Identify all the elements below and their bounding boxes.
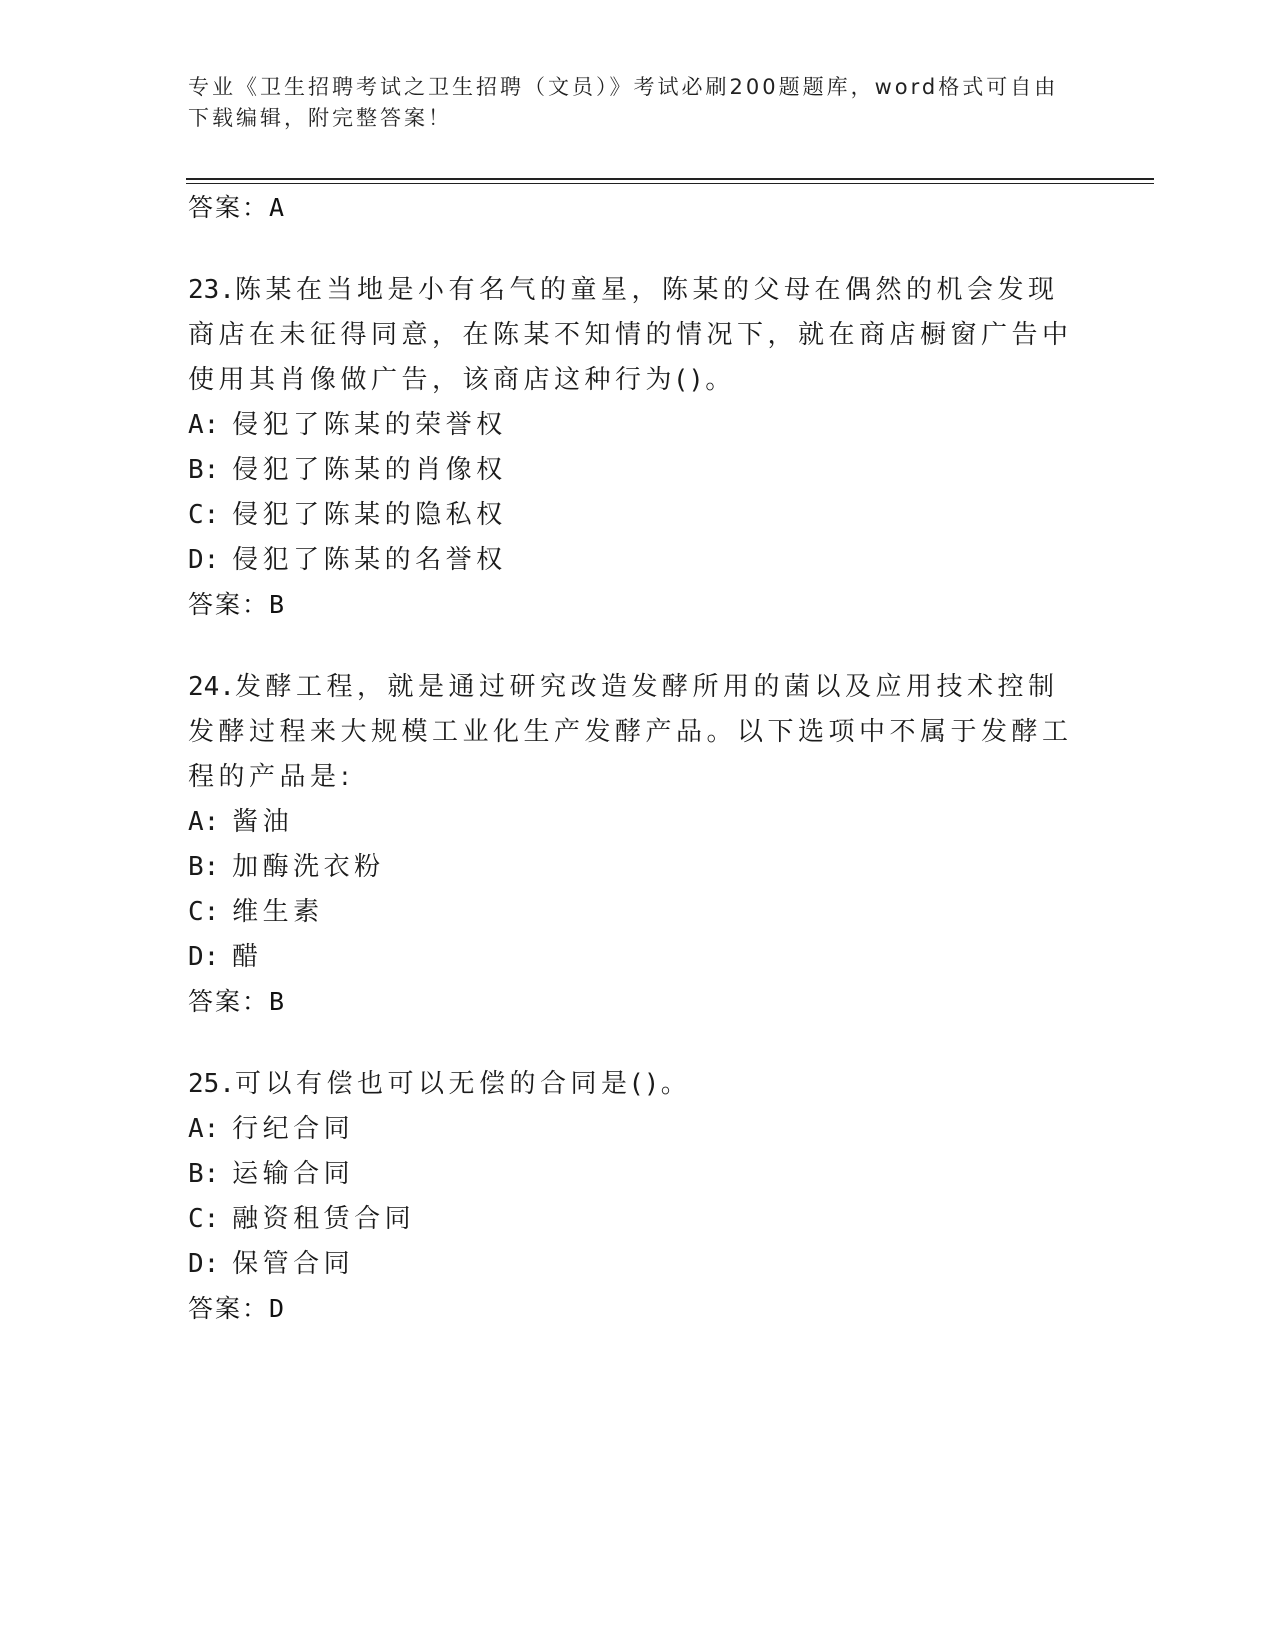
option-letter: B: [188, 852, 220, 882]
option-letter: C: [188, 897, 220, 927]
header-rule-thin [186, 183, 1154, 184]
option-d [188, 935, 1088, 980]
question-body: 发酵工程，就是通过研究改造发酵所用的菌以及应用技术控制发酵过程来大规模工业化生产发酵产品。以下选项中不属于发酵工程的产品是: [188, 672, 1073, 792]
option-text: 侵犯了陈某的肖像权 [232, 455, 507, 485]
option-text: 醋 [232, 942, 263, 972]
question-text [188, 665, 1088, 800]
answer-value: B [269, 590, 287, 619]
question-text [188, 268, 1088, 403]
question-number: 23. [188, 275, 235, 305]
option-letter: A: [188, 410, 220, 440]
option-c [188, 493, 1088, 538]
answer-line [188, 980, 1088, 1024]
option-b [188, 845, 1088, 890]
option-d [188, 1242, 1088, 1287]
question-number: 25. [188, 1069, 235, 1099]
answer-line [188, 1287, 1088, 1331]
option-b [188, 448, 1088, 493]
option-text: 行纪合同 [232, 1114, 355, 1144]
header-text: 专业《卫生招聘考试之卫生招聘（文员）》考试必刷200题题库，word格式可自由下载编辑，附完整答案！ [188, 75, 1059, 130]
answer-label: 答案： [188, 193, 270, 222]
question-text [188, 1062, 1088, 1107]
answer-value: A [269, 193, 287, 222]
option-text: 酱油 [232, 807, 294, 837]
option-text: 侵犯了陈某的隐私权 [232, 500, 507, 530]
option-c [188, 1197, 1088, 1242]
option-text: 保管合同 [232, 1249, 355, 1279]
option-a [188, 403, 1088, 448]
option-c [188, 890, 1088, 935]
question-25 [188, 1062, 1088, 1331]
answer-label: 答案： [188, 1294, 270, 1323]
answer-label: 答案： [188, 590, 270, 619]
option-letter: D: [188, 545, 220, 575]
header-rule-thick [186, 178, 1154, 180]
option-text: 加酶洗衣粉 [232, 852, 385, 882]
option-text: 侵犯了陈某的荣誉权 [232, 410, 507, 440]
option-a [188, 1107, 1088, 1152]
answer-label: 答案： [188, 987, 270, 1016]
option-text: 融资租赁合同 [232, 1204, 416, 1234]
option-letter: C: [188, 1204, 220, 1234]
option-d [188, 538, 1088, 583]
document-header [188, 72, 1068, 134]
option-text: 维生素 [232, 897, 324, 927]
option-letter: A: [188, 807, 220, 837]
option-text: 运输合同 [232, 1159, 355, 1189]
question-23 [188, 268, 1088, 627]
option-b [188, 1152, 1088, 1197]
option-text: 侵犯了陈某的名誉权 [232, 545, 507, 575]
answer-value: B [269, 987, 287, 1016]
option-letter: D: [188, 1249, 220, 1279]
option-letter: B: [188, 1159, 220, 1189]
option-letter: A: [188, 1114, 220, 1144]
answer-line [188, 186, 1088, 230]
question-body: 陈某在当地是小有名气的童星，陈某的父母在偶然的机会发现商店在未征得同意，在陈某不知情的情况下，就在商店橱窗广告中使用其肖像做广告，该商店这种行为()。 [188, 275, 1073, 395]
question-number: 24. [188, 672, 235, 702]
answer-line [188, 583, 1088, 627]
document-body [188, 186, 1088, 1331]
question-body: 可以有偿也可以无偿的合同是()。 [234, 1069, 692, 1099]
option-letter: D: [188, 942, 220, 972]
option-letter: B: [188, 455, 220, 485]
question-24 [188, 665, 1088, 1024]
option-letter: C: [188, 500, 220, 530]
answer-value: D [269, 1294, 287, 1323]
option-a [188, 800, 1088, 845]
